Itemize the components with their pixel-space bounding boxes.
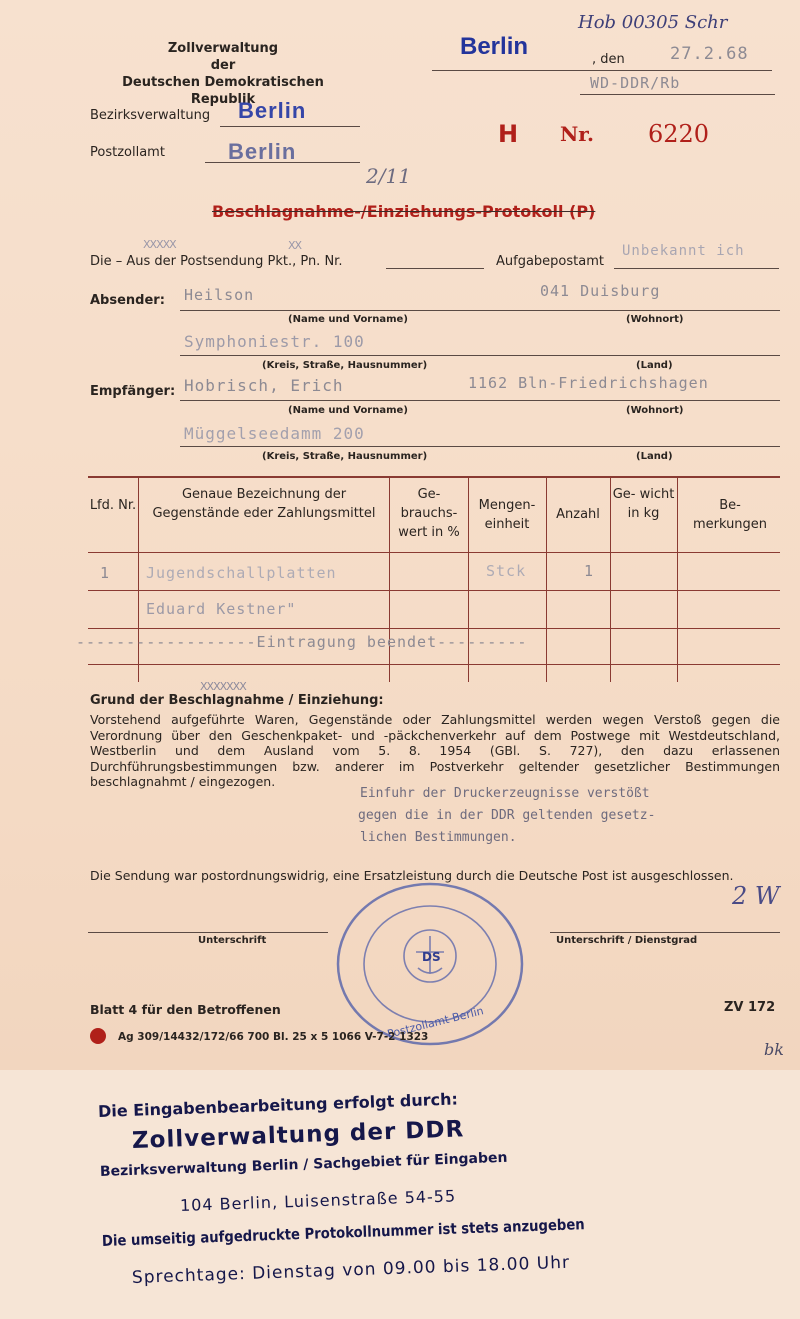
sender-street-rule	[180, 355, 780, 356]
printer-logo-icon	[90, 1028, 106, 1044]
date-value: 27.2.68	[670, 44, 749, 64]
signature-rule-left	[88, 932, 328, 933]
print-note: Ag 309/14432/172/66 700 Bl. 25 x 5 1066 V-7-2 1323	[118, 1031, 429, 1043]
recipient-name-caption: (Name und Vorname)	[288, 405, 408, 416]
seal-text: DS	[422, 950, 441, 964]
sender-name-rule	[180, 310, 780, 311]
sender-street-caption: (Kreis, Straße, Hausnummer)	[262, 360, 428, 371]
city-stamp: Berlin	[460, 33, 529, 60]
recipient-street-caption: (Kreis, Straße, Hausnummer)	[262, 451, 428, 462]
office-rule	[205, 162, 360, 163]
slip-line-6: Sprechtage: Dienstag von 09.00 bis 18.00 Uhr	[131, 1252, 571, 1288]
table-col-rule	[389, 476, 390, 682]
slip-line-3: Bezirksverwaltung Berlin / Sachgebiet für Eingaben	[99, 1149, 508, 1180]
district-rule	[220, 126, 360, 127]
handwritten-signature: 2 W	[732, 882, 780, 910]
table-col-rule	[468, 476, 469, 682]
col-header-weight: Ge- wicht in kg	[612, 487, 675, 521]
col-header-number: Lfd. Nr.	[89, 498, 137, 513]
district-label: Bezirksverwaltung	[90, 108, 211, 123]
reference-value: WD-DDR/Rb	[590, 74, 681, 92]
recipient-country-caption: (Land)	[636, 451, 673, 462]
authority-line-3: Deutschen Demokratischen Republik	[122, 75, 324, 107]
recipient-name-rule	[180, 400, 780, 401]
reason-overstrike: XXXXXXX	[200, 680, 246, 693]
authority-line-1: Zollverwaltung	[167, 41, 279, 56]
authority-line-2: der	[210, 58, 236, 73]
reference-rule	[580, 94, 775, 95]
office-stamp: Berlin	[228, 139, 297, 164]
slip-line-4: 104 Berlin, Luisenstraße 54-55	[179, 1186, 457, 1215]
typed-addition-2: gegen die in der DDR geltenden gesetz-	[358, 808, 656, 823]
sender-country-caption: (Land)	[636, 360, 673, 371]
number-label: Nr.	[560, 122, 594, 146]
signature-caption-left: Unterschrift	[198, 935, 267, 946]
handwritten-reference: Hob 00305 Schr	[578, 12, 728, 33]
date-label: , den	[592, 52, 625, 67]
row-1-count: 1	[584, 562, 595, 580]
intro-label: Die – Aus der Postsendung Pkt., Pn. Nr.	[90, 254, 343, 269]
reason-heading: Grund der Beschlagnahme / Einziehung:	[90, 693, 384, 708]
initials: bk	[764, 1040, 784, 1059]
issuing-authority	[88, 40, 358, 108]
recipient-name: Hobrisch, Erich	[184, 376, 344, 395]
signature-caption-right: Unterschrift / Dienstgrad	[556, 935, 698, 946]
table-col-rule	[138, 476, 139, 682]
sender-city: 041 Duisburg	[540, 282, 661, 300]
row-1-number: 1	[100, 564, 111, 582]
sender-name-caption: (Name und Vorname)	[288, 314, 408, 325]
col-header-count: Anzahl	[556, 507, 600, 522]
postal-notice: Die Sendung war postordnungswidrig, eine Ersatzleistung durch die Deutsche Post ist ausgeschlossen.	[90, 868, 734, 883]
slip-line-1: Die Eingabenbearbeitung erfolgt durch:	[97, 1089, 459, 1121]
official-seal	[330, 878, 530, 1050]
table-col-rule	[610, 476, 611, 682]
recipient-city-caption: (Wohnort)	[626, 405, 684, 416]
form-title: Beschlagnahme-/Einziehungs-Protokoll (P)	[212, 202, 596, 221]
reason-text: Vorstehend aufgeführte Waren, Gegenstände oder Zahlungsmittel werden wegen Verstoß gegen die Verordnung über den Geschenkpaket- und -päckchenverkehr auf dem Postwege mit Westdeutschland, Westberlin und dem Ausland vom 5. 8. 1954 (GBl. S. 727), den dazu erlassenen Durchführungsbestimmungen bzw. anderer im Postverkehr geltender gesetzlicher Bestimmungen beschlagnahmt / eingezogen.	[90, 712, 780, 789]
row-2-item: Eduard Kestner"	[146, 600, 297, 618]
posting-office-value: Unbekannt ich	[622, 243, 745, 259]
form-code: ZV 172	[724, 1000, 776, 1015]
typed-addition-1: Einfuhr der Druckerzeugnisse verstößt	[360, 786, 650, 801]
intro-overstrike: XXXXX	[143, 238, 176, 251]
recipient-label: Empfänger:	[90, 384, 176, 399]
slip-line-5: Die umseitig aufgedruckte Protokollnummer ist stets anzugeben	[101, 1215, 585, 1250]
table-col-rule	[677, 476, 678, 682]
recipient-city: 1162 Bln-Friedrichshagen	[468, 374, 709, 392]
col-header-description: Genaue Bezeichnung der Gegenstände eder Zahlungsmittel	[152, 487, 376, 521]
city-date-rule	[432, 70, 772, 71]
row-1-unit: Stck	[486, 562, 527, 580]
slip-line-2: Zollverwaltung der DDR	[131, 1116, 465, 1154]
recipient-street: Müggelseedamm 200	[184, 424, 365, 443]
closing-line: ------------------Eintragung beendet---------	[76, 633, 528, 651]
sender-city-caption: (Wohnort)	[626, 314, 684, 325]
handwritten-note: 2/11	[366, 164, 411, 188]
posting-office-label: Aufgabepostamt	[496, 254, 604, 269]
recipient-street-rule	[180, 446, 780, 447]
col-header-remarks: Be- merkungen	[692, 498, 768, 532]
series-letter: H	[498, 120, 519, 148]
office-label: Postzollamt	[90, 145, 165, 160]
row-1-item: Jugendschallplatten	[146, 564, 337, 582]
sender-street: Symphoniestr. 100	[184, 332, 365, 351]
posting-office-rule	[614, 268, 779, 269]
col-header-usage-value: Ge- brauchs- wert in %	[398, 487, 460, 540]
table-col-rule	[546, 476, 547, 682]
copy-note: Blatt 4 für den Betroffenen	[90, 1002, 281, 1017]
protocol-number: 6220	[648, 120, 710, 148]
col-header-unit: Mengen- einheit	[478, 498, 536, 532]
intro-overstrike-2: XX	[288, 239, 302, 252]
sender-label: Absender:	[90, 293, 165, 308]
sender-name: Heilson	[184, 286, 255, 304]
district-stamp: Berlin	[238, 98, 307, 123]
signature-rule-right	[550, 932, 780, 933]
typed-addition-3: lichen Bestimmungen.	[360, 830, 517, 845]
consignment-number-rule	[386, 268, 484, 269]
seal-ring-text: Postzollamt Berlin	[385, 1004, 485, 1041]
